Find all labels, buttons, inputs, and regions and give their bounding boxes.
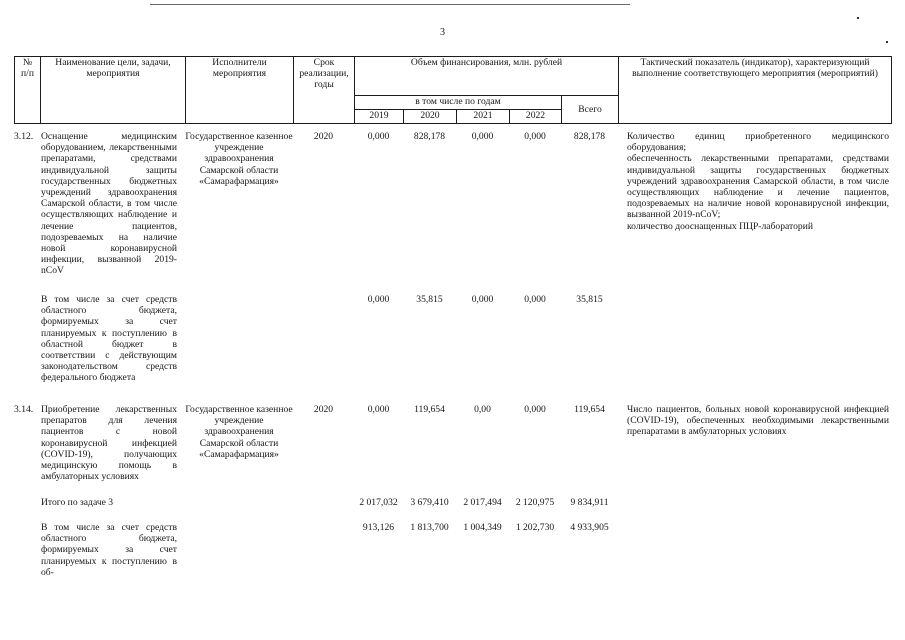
row-total: 35,815 xyxy=(576,294,603,305)
scan-speck xyxy=(886,41,888,43)
header-by-years: в том числе по годам xyxy=(355,96,562,110)
row-value-2019: 0,000 xyxy=(367,294,390,305)
scan-top-edge-line xyxy=(150,4,630,5)
row-term: 2020 xyxy=(313,404,334,415)
row-value-2020: 119,654 xyxy=(414,404,445,415)
header-year: 2020 xyxy=(404,110,457,124)
row-value-2019: 913,126 xyxy=(362,522,395,533)
row-value-2022: 0,000 xyxy=(524,294,546,305)
row-indicator: Число пациентов, больных новой коронавирусной инфекцией (COVID-19), обеспеченных необходимыми лекарственными препаратами в амбулаторных условиях xyxy=(627,404,889,438)
header-year: 2019 xyxy=(355,110,404,124)
row-value-2021: 0,000 xyxy=(471,294,494,305)
row-name: В том числе за счет средств областного бюджета, формируемых за счет планируемых к поступлению в об- xyxy=(41,522,177,578)
row-name: В том числе за счет средств областного бюджета, формируемых за счет планируемых к поступлению в областной бюджет в соответствии с действующим законодательством средств федерального бюджета xyxy=(41,294,177,384)
row-value-2019: 0,000 xyxy=(367,404,390,415)
scan-speck xyxy=(857,17,859,19)
row-term: 2020 xyxy=(313,131,334,142)
row-total: 828,178 xyxy=(573,131,606,142)
header-indicator: Тактический показатель (индикатор), характеризующий выполнение соответствующего мероприятия (мероприятий) xyxy=(619,57,892,124)
header-year: 2022 xyxy=(510,110,562,124)
row-total: 119,654 xyxy=(574,404,605,415)
row-value-2022: 2 120,975 xyxy=(515,497,555,508)
row-number: 3.14. xyxy=(14,404,34,415)
row-executor: Государственное казенное учреждение здравоохранения Самарской области «Самарафармация» xyxy=(185,404,293,460)
row-value-2020: 828,178 xyxy=(413,131,446,142)
row-name: Приобретение лекарственных препаратов для лечения пациентов с новой коронавирусной инфекцией (COVID-19), получающих медицинскую помощь в амбулаторных условиях xyxy=(41,404,177,483)
row-value-2021: 1 004,349 xyxy=(463,522,502,533)
header-number: № п/п xyxy=(15,57,41,124)
row-number: 3.12. xyxy=(14,131,34,142)
row-value-2020: 3 679,410 xyxy=(410,497,449,508)
row-indicator: Количество единиц приобретенного медицинского оборудования; обеспеченность лекарственными препаратами, средствами индивидуальной защиты государственных бюджетных учреждений здравоохранения Самарской области, в том числе осуществляющих наблюдение и лечение пациентов, подозреваемых на наличие новой коронавирусной инфекции, вызванной 2019-nCoV; количество дооснащенных ПЦР-лабораторий xyxy=(627,131,889,232)
row-value-2019: 0,000 xyxy=(367,131,390,142)
row-name: Оснащение медицинским оборудованием, лекарственными препаратами, средствами индивидуальной защиты государственных бюджетных учреждений здравоохранения Самарской области, в том числе осуществляющих наблюдение и лечение пациентов, подозреваемых на наличие новой коронавирусной инфекции, вызванной 2019-nCoV xyxy=(41,131,177,277)
row-value-2019: 2 017,032 xyxy=(359,497,398,508)
header-term: Срок реализации, годы xyxy=(294,57,355,124)
row-value-2021: 2 017,494 xyxy=(463,497,502,508)
header-name: Наименование цели, задачи, мероприятия xyxy=(41,57,186,124)
row-executor: Государственное казенное учреждение здравоохранения Самарской области «Самарафармация» xyxy=(185,131,293,187)
row-value-2021: 0,000 xyxy=(471,131,494,142)
row-value-2020: 35,815 xyxy=(416,294,443,305)
row-value-2022: 0,000 xyxy=(524,131,546,142)
header-total: Всего xyxy=(562,96,619,124)
header-year: 2021 xyxy=(457,110,510,124)
row-name: Итого по задаче 3 xyxy=(41,497,114,508)
header-funding: Объем финансирования, млн. рублей xyxy=(355,57,619,96)
row-value-2021: 0,00 xyxy=(474,404,491,415)
row-total: 9 834,911 xyxy=(570,497,609,508)
header-table xyxy=(14,56,892,124)
row-value-2022: 1 202,730 xyxy=(515,522,555,533)
header-executors: Исполнители мероприятия xyxy=(186,57,294,124)
row-total: 4 933,905 xyxy=(570,522,609,533)
row-value-2020: 1 813,700 xyxy=(410,522,449,533)
row-value-2022: 0,000 xyxy=(524,404,546,415)
page-number: 3 xyxy=(440,27,445,38)
